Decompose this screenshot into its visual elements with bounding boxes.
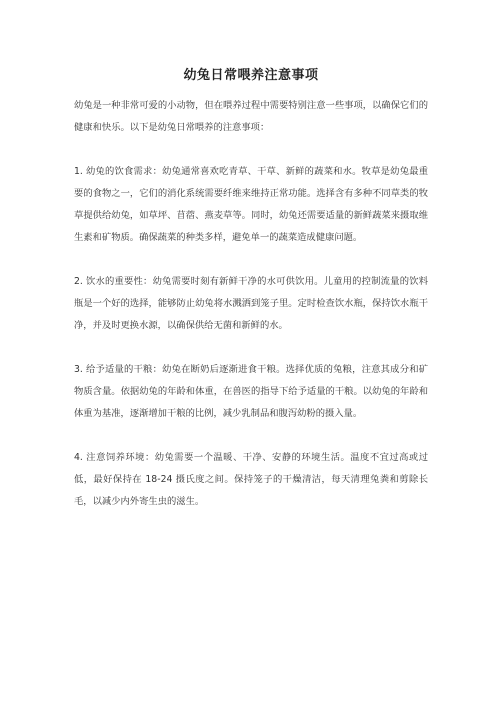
item-paragraph-3: 3. 给予适量的干粮：幼兔在断奶后逐渐进食干粮。选择优质的兔粮，注意其成分和矿物质含量。依据幼兔的年龄和体重，在兽医的指导下给予适量的干粮。以幼兔的年龄和体重为基准，逐渐增加干粮的比例，减少乳制品和腹泻幼粉的摄入量。: [74, 364, 428, 419]
intro-paragraph: 幼兔是一种非常可爱的小动物，但在喂养过程中需要特别注意一些事项，以确保它们的健康和快乐。以下是幼兔日常喂养的注意事项：: [74, 100, 428, 133]
item-paragraph-2: 2. 饮水的重要性：幼兔需要时刻有新鲜干净的水可供饮用。儿童用的控制流量的饮料瓶是一个好的选择，能够防止幼兔将水溅洒到笼子里。定时检查饮水瓶，保持饮水瓶干净，并及时更换水源，以确保供给无菌和新鲜的水。: [74, 276, 428, 331]
item-paragraph-1: 1. 幼兔的饮食需求：幼兔通常喜欢吃青草、干草、新鲜的蔬菜和水。牧草是幼兔最重要的食物之一，它们的消化系统需要纤维来维持正常功能。选择含有多种不同草类的牧草提供给幼兔，如草坪、苜蓿、燕麦草等。同时，幼兔还需要适量的新鲜蔬菜来摄取维生素和矿物质。确保蔬菜的种类多样，避免单一的蔬菜造成健康问题。: [74, 166, 428, 243]
document-title: 幼兔日常喂养注意事项: [183, 68, 319, 83]
item-paragraph-4: 4. 注意饲养环境：幼兔需要一个温暖、干净、安静的环境生活。温度不宜过高或过低，最好保持在 18-24 摄氏度之间。保持笼子的干燥清洁，每天清理兔粪和剪除长毛，以减少内外寄生虫的滋生。: [74, 452, 428, 507]
